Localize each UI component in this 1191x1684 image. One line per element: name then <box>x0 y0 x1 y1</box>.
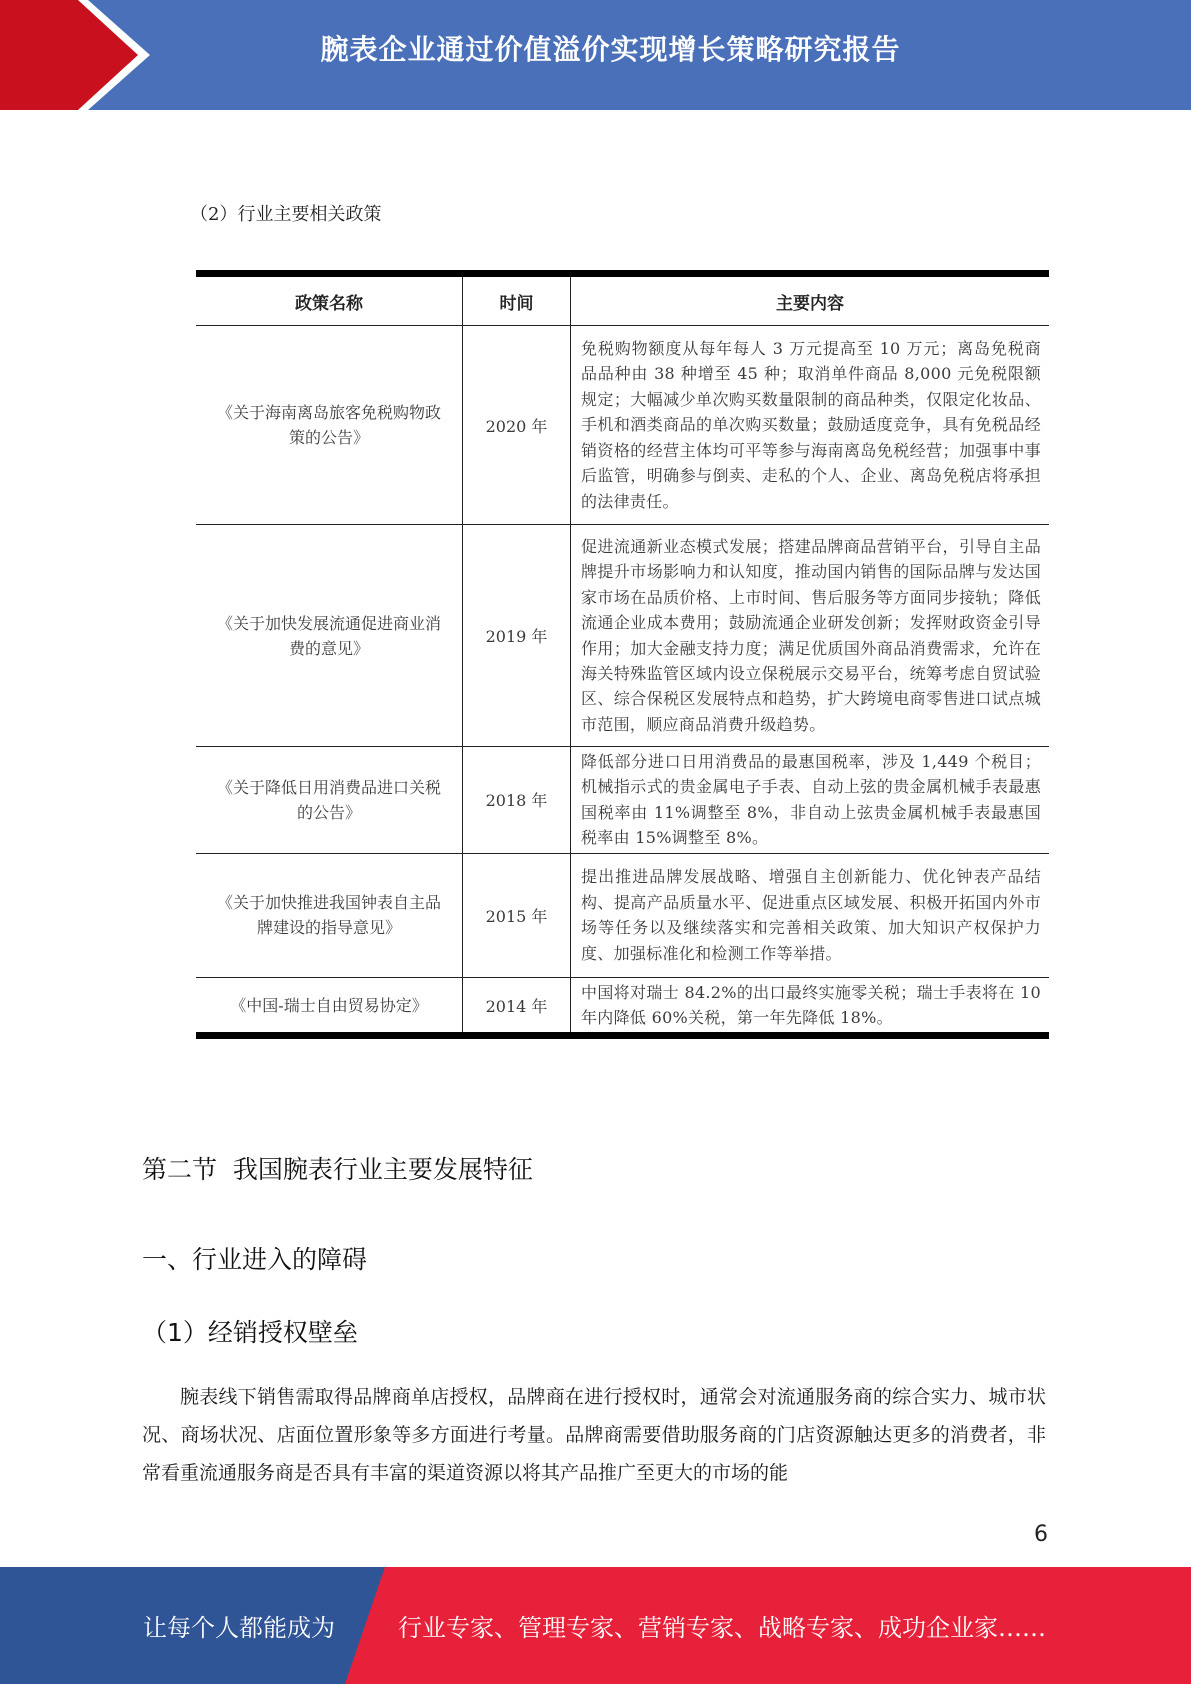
page-number: 6 <box>1034 1522 1048 1547</box>
header-banner <box>0 0 1191 110</box>
policy-content-cell: 促进流通新业态模式发展；搭建品牌商品营销平台，引导自主品牌提升市场影响力和认知度，推动国内销售的国际品牌与发达国家市场在品质价格、上市时间、售后服务等方面同步接轨；降低流通企业成本费用；鼓励流通企业研发创新；发挥财政资金引导作用；加大金融支持力度；满足优质国外商品消费需求，允许在海关特殊监管区域内设立保税展示交易平台，统筹考虑自贸试验区、综合保税区发展特点和趋势，扩大跨境电商零售进口试点城市范围，顺应商品消费升级趋势。 <box>571 525 1050 747</box>
header-time: 时间 <box>463 274 571 326</box>
footer-slogan-right: 行业专家、管理专家、营销专家、战略专家、成功企业家…… <box>398 1614 1046 1642</box>
table-row <box>196 747 1049 854</box>
policy-time-cell: 2020 年 <box>463 326 571 525</box>
policy-content-cell: 提出推进品牌发展战略、增强自主创新能力、优化钟表产品结构、提高产品质量水平、促进重点区域发展、积极开拓国内外市场等任务以及继续落实和完善相关政策、加大知识产权保护力度、加强标准化和检测工作等举措。 <box>571 853 1050 977</box>
table-row <box>196 853 1049 977</box>
policy-time-cell: 2019 年 <box>463 525 571 747</box>
policy-time-cell: 2015 年 <box>463 853 571 977</box>
table-row <box>196 977 1049 1036</box>
policy-name-cell: 《关于加快推进我国钟表自主品牌建设的指导意见》 <box>196 853 463 977</box>
subsection-heading: 一、行业进入的障碍 <box>142 1245 368 1274</box>
table-caption: （2）行业主要相关政策 <box>190 204 382 225</box>
body-paragraph: 腕表线下销售需取得品牌商单店授权，品牌商在进行授权时，通常会对流通服务商的综合实力、城市状况、商场状况、店面位置形象等多方面进行考量。品牌商需要借助服务商的门店资源触达更多的消费者，非常看重流通服务商是否具有丰富的渠道资源以将其产品推广至更大的市场的能 <box>142 1386 1046 1484</box>
policy-content-cell: 免税购物额度从每年每人 3 万元提高至 10 万元；离岛免税商品品种由 38 种增至 45 种；取消单件商品 8,000 元免税限额规定；大幅减少单次购买数量限制的商品种类，仅限定化妆品、手机和酒类商品的单次购买数量；鼓励适度竞争，具有免税品经销资格的经营主体均可平等参与海南离岛免税经营；加强事中事后监管，明确参与倒卖、走私的个人、企业、离岛免税店将承担的法律责任。 <box>571 326 1050 525</box>
table-row <box>196 326 1049 525</box>
policy-time-cell: 2014 年 <box>463 977 571 1036</box>
footer-banner <box>0 1567 1191 1684</box>
policy-name-cell: 《关于加快发展流通促进商业消费的意见》 <box>196 525 463 747</box>
policy-content-cell: 中国将对瑞士 84.2%的出口最终实施零关税；瑞士手表将在 10 年内降低 60%关税，第一年先降低 18%。 <box>571 977 1050 1036</box>
policy-name-cell: 《关于降低日用消费品进口关税的公告》 <box>196 747 463 854</box>
item-heading: （1）经销授权壁垒 <box>142 1318 358 1347</box>
report-title: 腕表企业通过价值溢价实现增长策略研究报告 <box>320 33 901 66</box>
header-policy-name: 政策名称 <box>196 274 463 326</box>
section-heading: 第二节 我国腕表行业主要发展特征 <box>142 1155 533 1184</box>
footer-slogan-left: 让每个人都能成为 <box>143 1614 335 1642</box>
policy-content-cell: 降低部分进口日用消费品的最惠国税率，涉及 1,449 个税目；机械指示式的贵金属电子手表、自动上弦的贵金属机械手表最惠国税率由 11%调整至 8%，非自动上弦贵金属机械手表最惠国税率由 15%调整至 8%。 <box>571 747 1050 854</box>
header-content: 主要内容 <box>571 274 1050 326</box>
table-header-row <box>196 274 1049 326</box>
policy-table <box>196 270 1049 1039</box>
policy-name-cell: 《关于海南离岛旅客免税购物政策的公告》 <box>196 326 463 525</box>
policy-time-cell: 2018 年 <box>463 747 571 854</box>
header-arrow-decoration <box>0 0 150 110</box>
policy-name-cell: 《中国-瑞士自由贸易协定》 <box>196 977 463 1036</box>
table-row <box>196 525 1049 747</box>
